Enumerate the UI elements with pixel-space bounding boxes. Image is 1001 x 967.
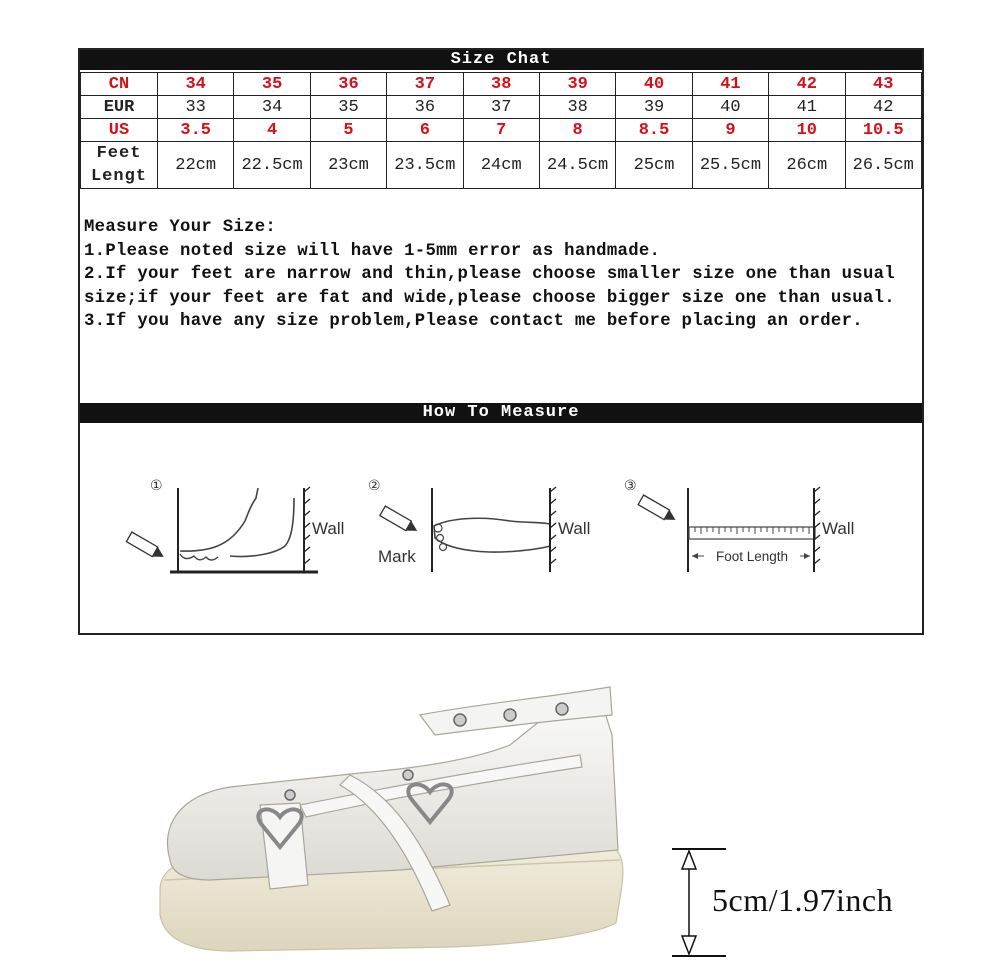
size-cell: 41 xyxy=(769,96,845,119)
size-cell: 25.5cm xyxy=(692,142,768,189)
size-cell: 37 xyxy=(463,96,539,119)
wall-label: Wall xyxy=(558,519,591,538)
size-cell: 42 xyxy=(845,96,921,119)
note-item: 2.If your feet are narrow and thin,please choose smaller size one than usual size;if your feet are fat and wide,please choose bigger size one than usual. xyxy=(84,265,895,308)
size-cell: 9 xyxy=(692,119,768,142)
wall-label: Wall xyxy=(822,519,855,538)
step-number: ③ xyxy=(624,477,637,493)
size-cell: 4 xyxy=(234,119,310,142)
size-cell: 10 xyxy=(769,119,845,142)
size-cell: 35 xyxy=(234,73,310,96)
size-cell: 24.5cm xyxy=(539,142,615,189)
size-cell: 22cm xyxy=(158,142,234,189)
size-cell: 39 xyxy=(616,96,692,119)
how-to-measure-title: How To Measure xyxy=(80,403,922,423)
size-cell: 42 xyxy=(769,73,845,96)
size-row-us xyxy=(81,119,922,142)
size-cell: 37 xyxy=(387,73,463,96)
size-row-eur xyxy=(81,96,922,119)
step-number: ① xyxy=(150,477,163,493)
heel-height-label: 5cm/1.97inch xyxy=(712,882,894,918)
row-label: Feet Lengt xyxy=(81,142,158,189)
size-cell: 6 xyxy=(387,119,463,142)
size-cell: 35 xyxy=(310,96,386,119)
row-label: US xyxy=(81,119,158,142)
size-cell: 26.5cm xyxy=(845,142,921,189)
size-cell: 41 xyxy=(692,73,768,96)
size-cell: 3.5 xyxy=(158,119,234,142)
size-cell: 5 xyxy=(310,119,386,142)
size-row-feet-lengt xyxy=(81,142,922,189)
size-chart-sheet xyxy=(78,48,924,635)
size-cell: 8.5 xyxy=(616,119,692,142)
size-cell: 10.5 xyxy=(845,119,921,142)
size-cell: 38 xyxy=(539,96,615,119)
measure-notes xyxy=(84,216,920,334)
size-cell: 34 xyxy=(158,73,234,96)
shoe-image xyxy=(150,675,640,955)
step-number: ② xyxy=(368,477,381,493)
step-3-diagram xyxy=(624,477,854,572)
notes-heading: Measure Your Size: xyxy=(84,218,277,237)
size-cell: 40 xyxy=(616,73,692,96)
size-cell: 24cm xyxy=(463,142,539,189)
row-label: CN xyxy=(81,73,158,96)
mark-label: Mark xyxy=(378,547,416,566)
size-cell: 36 xyxy=(310,73,386,96)
size-cell: 40 xyxy=(692,96,768,119)
row-label: EUR xyxy=(81,96,158,119)
size-cell: 7 xyxy=(463,119,539,142)
note-item: 3.If you have any size problem,Please contact me before placing an order. xyxy=(84,312,863,332)
size-cell: 43 xyxy=(845,73,921,96)
note-item: 1.Please noted size will have 1-5mm error as handmade. xyxy=(84,241,661,261)
size-cell: 23.5cm xyxy=(387,142,463,189)
size-cell: 26cm xyxy=(769,142,845,189)
how-to-measure-diagram xyxy=(80,426,922,633)
size-cell: 25cm xyxy=(616,142,692,189)
size-cell: 38 xyxy=(463,73,539,96)
size-chart-title: Size Chat xyxy=(80,50,922,70)
size-cell: 33 xyxy=(158,96,234,119)
size-cell: 22.5cm xyxy=(234,142,310,189)
size-cell: 23cm xyxy=(310,142,386,189)
size-cell: 36 xyxy=(387,96,463,119)
step-1-diagram xyxy=(126,477,344,572)
wall-label: Wall xyxy=(312,519,345,538)
size-cell: 39 xyxy=(539,73,615,96)
size-cell: 34 xyxy=(234,96,310,119)
foot-length-label: Foot Length xyxy=(715,549,789,564)
step-2-diagram xyxy=(368,477,590,572)
size-table xyxy=(80,72,922,189)
size-cell: 8 xyxy=(539,119,615,142)
size-row-cn xyxy=(81,73,922,96)
